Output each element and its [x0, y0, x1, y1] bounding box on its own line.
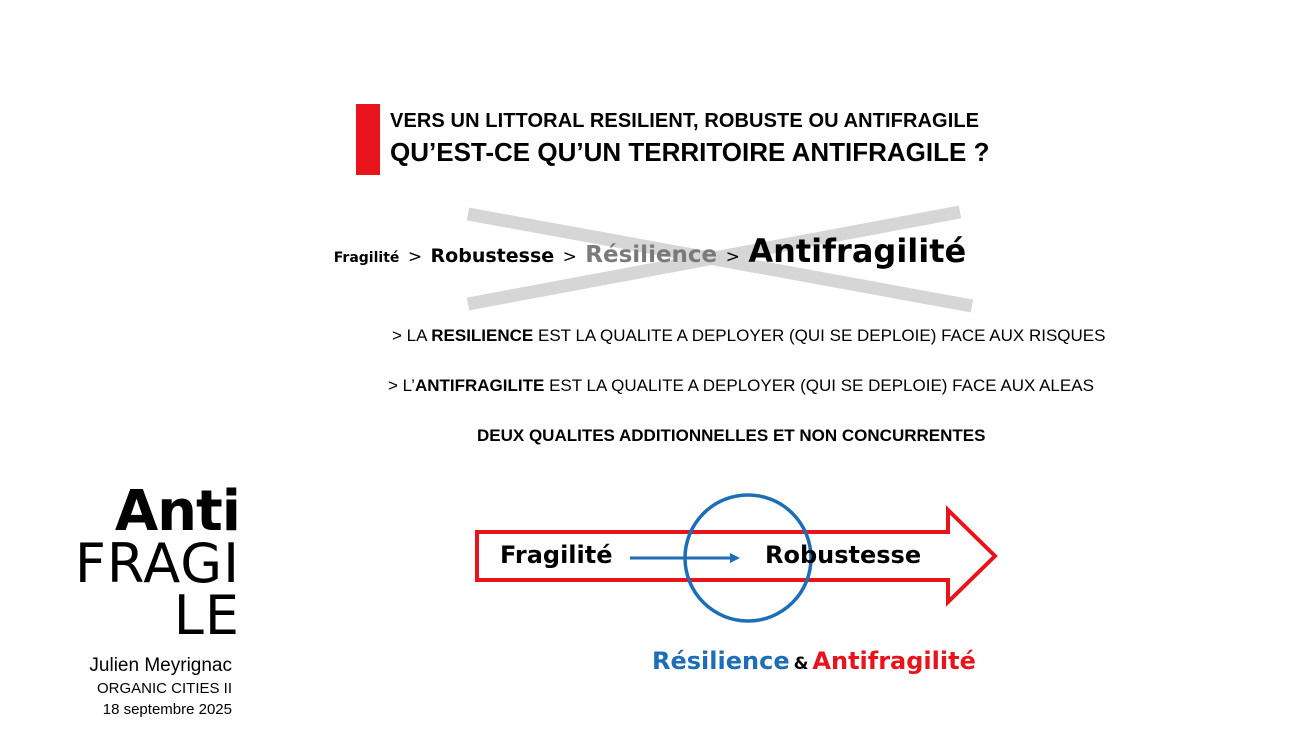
- slide-title: QU’EST-CE QU’UN TERRITOIRE ANTIFRAGILE ?: [390, 137, 990, 167]
- statement-antifragility: [388, 376, 1094, 396]
- conclusion-text: DEUX QUALITES ADDITIONNELLES ET NON CONCURRENTES: [477, 426, 986, 445]
- statement-prefix: > L’: [388, 376, 415, 395]
- statement-keyword: RESILIENCE: [431, 326, 534, 345]
- statement-prefix: > LA: [392, 326, 432, 345]
- sequence-separator: >: [725, 247, 740, 267]
- sequence-item-fragility: Fragilité: [333, 250, 400, 266]
- legend-antifragility: Antifragilité: [812, 647, 976, 675]
- sequence-separator: >: [407, 247, 423, 267]
- author-name: Julien Meyrignac: [89, 655, 232, 676]
- logo-line-anti: Anti: [114, 479, 240, 544]
- event-date: 18 septembre 2025: [102, 701, 232, 718]
- statement-keyword: ANTIFRAGILITE: [414, 376, 545, 395]
- legend-ampersand: &: [793, 654, 809, 674]
- legend-resilience: Résilience: [652, 647, 790, 675]
- logo-line-le: LE: [173, 584, 240, 647]
- title-accent-bar: [356, 104, 380, 175]
- statement-text: EST LA QUALITE A DEPLOYER (QUI SE DEPLOIE) FACE AUX RISQUES: [533, 326, 1106, 345]
- blue-arrowhead: [730, 553, 740, 563]
- antifragile-logo: [60, 479, 240, 647]
- diagram-label-robustness: Robustesse: [765, 541, 922, 569]
- sequence-separator: >: [562, 247, 577, 267]
- diagram-label-fragility: Fragilité: [500, 541, 613, 569]
- quality-sequence: [0, 232, 1300, 270]
- diagram-legend: [652, 647, 976, 675]
- logo-line-fragi: FRAGI: [74, 532, 240, 595]
- sequence-item-resilience: Résilience: [585, 242, 718, 268]
- statement-text: EST LA QUALITE A DEPLOYER (QUI SE DEPLOIE) FACE AUX ALEAS: [544, 376, 1094, 395]
- statement-resilience: [392, 326, 1105, 346]
- slide-subtitle: VERS UN LITTORAL RESILIENT, ROBUSTE OU ANTIFRAGILE: [390, 110, 980, 132]
- event-name: ORGANIC CITIES II: [96, 680, 232, 697]
- sequence-item-robustness: Robustesse: [430, 245, 555, 267]
- sequence-item-antifragility: Antifragilité: [748, 232, 967, 270]
